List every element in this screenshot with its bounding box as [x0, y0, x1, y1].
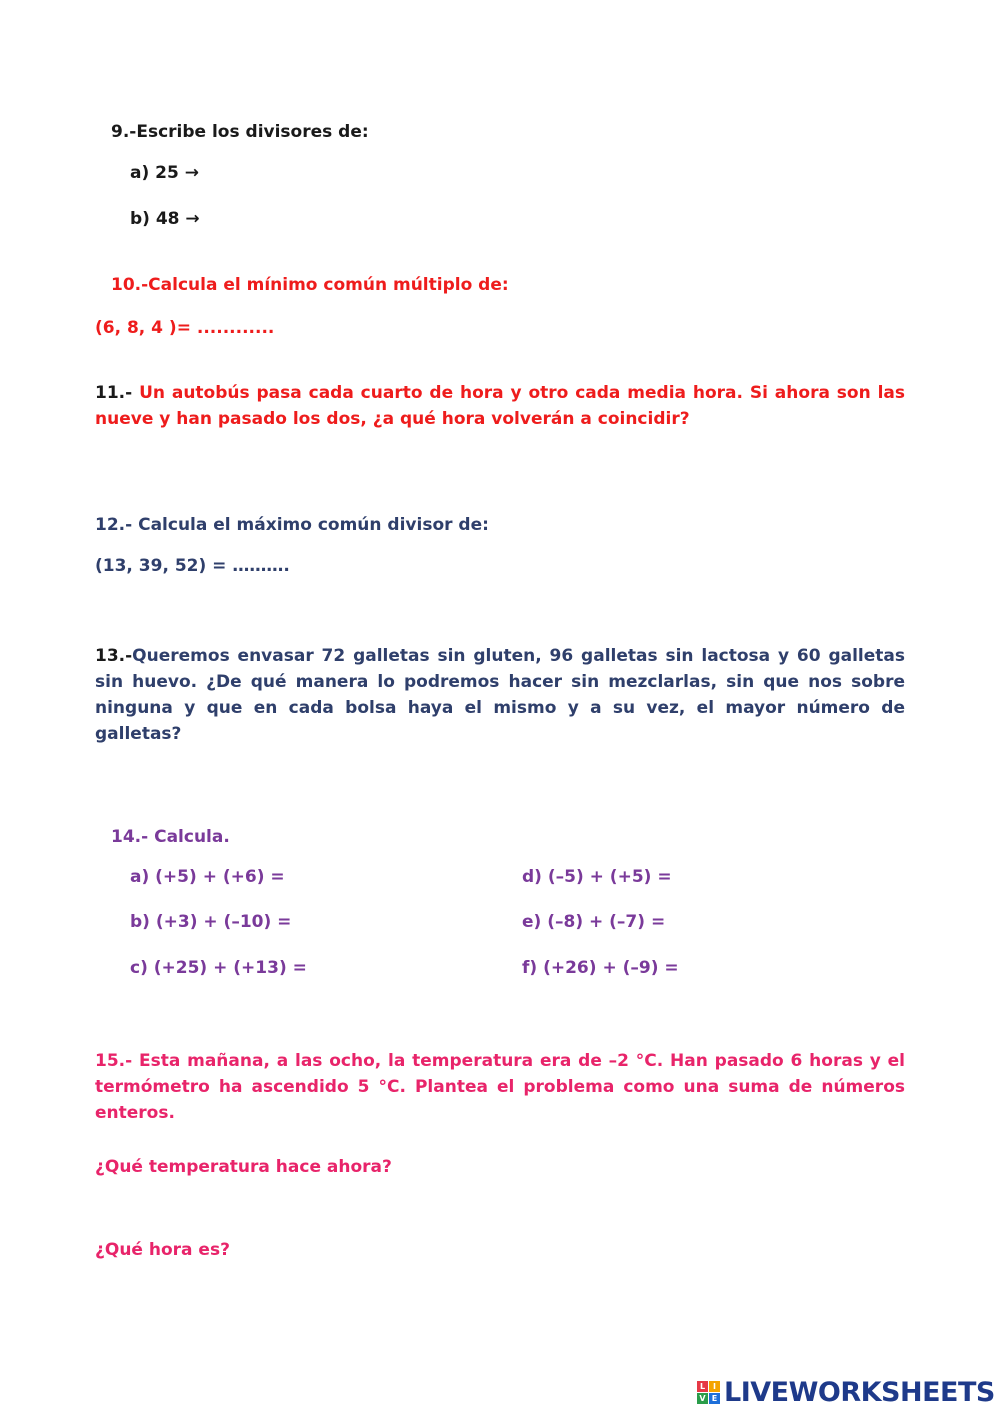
- q9-item-b: b) 48 →: [130, 209, 200, 229]
- q14-item-d: d) (–5) + (+5) =: [522, 867, 672, 887]
- q14-title: 14.- Calcula.: [111, 827, 230, 847]
- q15-question-temperature: ¿Qué temperatura hace ahora?: [95, 1157, 392, 1177]
- logo-letter-l: L: [697, 1381, 708, 1392]
- logo-letter-v: V: [697, 1393, 708, 1404]
- logo-text: LIVEWORKSHEETS: [724, 1377, 995, 1408]
- q15-question-time: ¿Qué hora es?: [95, 1240, 230, 1260]
- q14-item-e: e) (–8) + (–7) =: [522, 912, 666, 932]
- q12-title: 12.- Calcula el máximo común divisor de:: [95, 515, 489, 535]
- q13-text: Queremos envasar 72 galletas sin gluten, 96 galletas sin lactosa y 60 galletas sin huevo. ¿De qué manera lo podremos hacer sin mezclarlas, sin que nos sobre ninguna y que en cada bolsa haya el mismo y a su vez, el mayor número de galletas?: [95, 646, 905, 744]
- q11-paragraph: [95, 380, 905, 432]
- q14-item-c: c) (+25) + (+13) =: [130, 958, 307, 978]
- q13-paragraph: [95, 643, 905, 747]
- q10-expression: (6, 8, 4 )= ............: [95, 318, 275, 338]
- q9-title: 9.-Escribe los divisores de:: [111, 122, 369, 142]
- q14-item-a: a) (+5) + (+6) =: [130, 867, 285, 887]
- q13-number: 13.-: [95, 646, 133, 666]
- liveworksheets-logo: [697, 1377, 995, 1408]
- q14-item-f: f) (+26) + (–9) =: [522, 958, 679, 978]
- q9-item-a: a) 25 →: [130, 163, 199, 183]
- q14-item-b: b) (+3) + (–10) =: [130, 912, 292, 932]
- q12-expression: (13, 39, 52) = ……….: [95, 556, 290, 576]
- q10-title: 10.-Calcula el mínimo común múltiplo de:: [111, 275, 509, 295]
- q15-paragraph: 15.- Esta mañana, a las ocho, la temperatura era de –2 °C. Han pasado 6 horas y el termómetro ha ascendido 5 °C. Plantea el problema como una suma de números enteros.: [95, 1051, 905, 1123]
- q11-text: Un autobús pasa cada cuarto de hora y otro cada media hora. Si ahora son las nueve y han pasado los dos, ¿a qué hora volverán a coincidir?: [95, 383, 906, 429]
- q11-number: 11.-: [95, 383, 140, 403]
- logo-letter-e: E: [709, 1393, 720, 1404]
- logo-letter-i: I: [709, 1381, 720, 1392]
- liveworksheets-logo-icon: [697, 1381, 720, 1404]
